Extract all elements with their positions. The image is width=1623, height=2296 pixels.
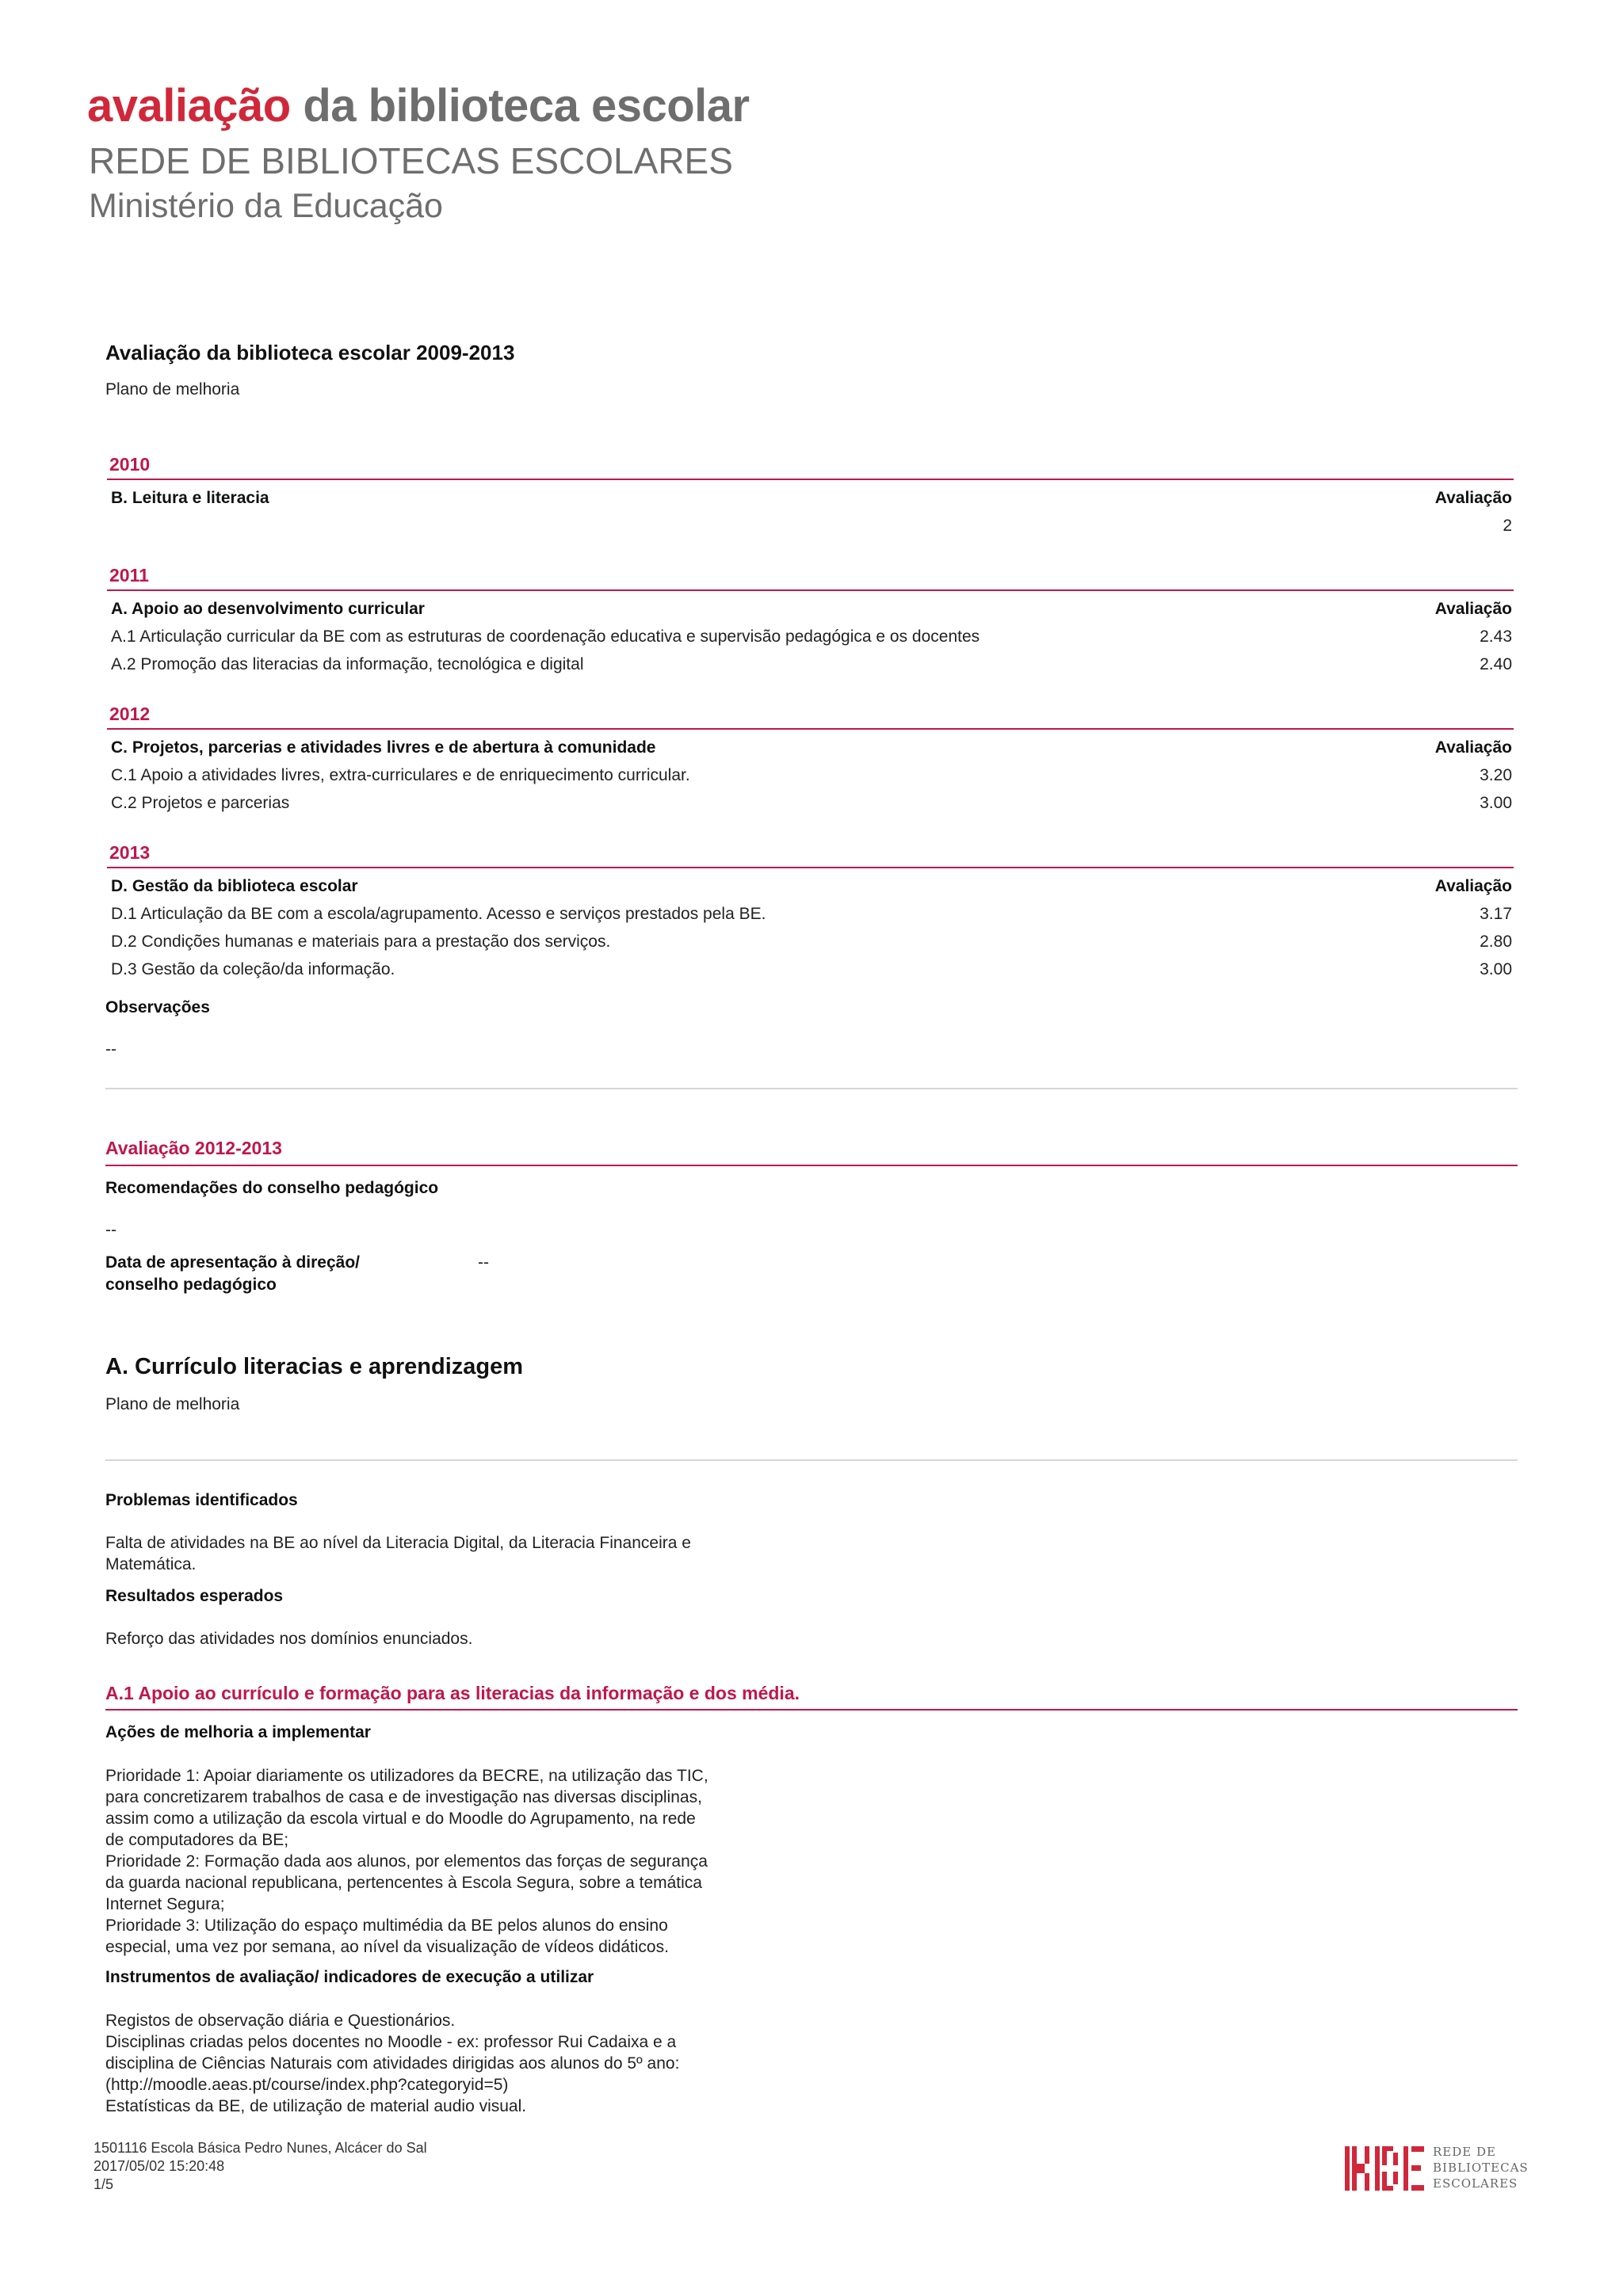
indicator-label: D.2 Condições humanas e materiais para a prestação dos serviços. bbox=[111, 933, 611, 951]
text-line: Disciplinas criadas pelos docentes no Moodle - ex: professor Rui Cadaixa e a bbox=[105, 2033, 677, 2051]
section-divider bbox=[105, 1088, 1518, 1089]
text-line: Prioridade 3: Utilização do espaço multimédia da BE pelos alunos do ensino bbox=[105, 1917, 668, 1935]
year-divider bbox=[107, 867, 1514, 868]
year-heading: 2011 bbox=[109, 565, 149, 585]
instruments-text bbox=[105, 2010, 787, 2117]
text-line: para concretizarem trabalhos de casa e de investigação nas diversas disciplinas, bbox=[105, 1788, 702, 1806]
indicator-label: C.2 Projetos e parcerias bbox=[111, 794, 290, 812]
text-line: da guarda nacional republicana, pertencentes à Escola Segura, sobre a temática bbox=[105, 1874, 702, 1892]
indicator-value: 2.80 bbox=[1480, 933, 1512, 951]
domain-title: D. Gestão da biblioteca escolar bbox=[111, 877, 358, 895]
year-divider bbox=[107, 589, 1514, 591]
actions-text bbox=[105, 1765, 787, 1958]
logo-text-line: ESCOLARES bbox=[1433, 2176, 1518, 2191]
subsection-divider bbox=[105, 1709, 1518, 1711]
indicator-value: 3.17 bbox=[1480, 905, 1512, 923]
rbe-logo-icon bbox=[1345, 2146, 1424, 2191]
brand-ministry: Ministério da Educação bbox=[89, 187, 443, 225]
year-heading: 2010 bbox=[109, 454, 151, 475]
recommendations-label: Recomendações do conselho pedagógico bbox=[105, 1179, 439, 1197]
indicator-label: D.1 Articulação da BE com a escola/agrupamento. Acesso e serviços prestados pela BE. bbox=[111, 905, 766, 923]
section-divider bbox=[105, 1459, 1518, 1461]
problems-text bbox=[105, 1532, 787, 1575]
indicator-value: 2.43 bbox=[1480, 627, 1512, 646]
evaluation-divider bbox=[105, 1165, 1518, 1166]
text-line: Estatísticas da BE, de utilização de material audio visual. bbox=[105, 2097, 527, 2115]
indicator-value: 3.00 bbox=[1480, 794, 1512, 812]
text-line: Prioridade 1: Apoiar diariamente os utilizadores da BECRE, na utilização das TIC, bbox=[105, 1767, 708, 1785]
section-subtitle: Plano de melhoria bbox=[105, 1395, 240, 1413]
section-heading: A. Currículo literacias e aprendizagem bbox=[105, 1354, 524, 1379]
results-label: Resultados esperados bbox=[105, 1587, 284, 1605]
score-value: 2 bbox=[1503, 517, 1512, 535]
indicator-label: A.1 Articulação curricular da BE com as estruturas de coordenação educativa e supervisão pedagógica e os docentes bbox=[111, 627, 980, 646]
instruments-label: Instrumentos de avaliação/ indicadores de execução a utilizar bbox=[105, 1968, 594, 1986]
text-line: Prioridade 2: Formação dada aos alunos, por elementos das forças de segurança bbox=[105, 1852, 708, 1871]
text-line: de computadores da BE; bbox=[105, 1831, 289, 1849]
domain-title: B. Leitura e literacia bbox=[111, 489, 269, 507]
text-line: Registos de observação diária e Questionários. bbox=[105, 2012, 456, 2030]
score-label: Avaliação bbox=[1434, 877, 1512, 895]
presentation-date-label-line: conselho pedagógico bbox=[105, 1276, 277, 1294]
text-line: Internet Segura; bbox=[105, 1895, 225, 1913]
footer-timestamp: 2017/05/02 15:20:48 bbox=[94, 2158, 225, 2174]
subsection-heading: A.1 Apoio ao currículo e formação para as literacias da informação e dos média. bbox=[105, 1683, 800, 1703]
footer-school: 1501116 Escola Básica Pedro Nunes, Alcácer do Sal bbox=[94, 2140, 427, 2156]
rbe-logo-text bbox=[1433, 2144, 1529, 2191]
domain-title: C. Projetos, parcerias e atividades livres e de abertura à comunidade bbox=[111, 738, 656, 757]
text-line: assim como a utilização da escola virtual e do Moodle do Agrupamento, na rede bbox=[105, 1810, 696, 1828]
brand-title-grey: da biblioteca escolar bbox=[290, 80, 750, 132]
year-divider bbox=[107, 479, 1514, 480]
observations-label: Observações bbox=[105, 998, 210, 1016]
indicator-label: D.3 Gestão da coleção/da informação. bbox=[111, 960, 395, 978]
indicator-value: 3.00 bbox=[1480, 960, 1512, 978]
evaluation-heading: Avaliação 2012-2013 bbox=[105, 1138, 282, 1158]
indicator-value: 2.40 bbox=[1480, 655, 1512, 673]
observations-value: -- bbox=[105, 1040, 116, 1058]
rbe-logo-mark bbox=[1345, 2146, 1424, 2191]
presentation-date-label bbox=[105, 1253, 360, 1295]
brand-network: REDE DE BIBLIOTECAS ESCOLARES bbox=[89, 140, 733, 181]
text-line: Falta de atividades na BE ao nível da Literacia Digital, da Literacia Financeira e bbox=[105, 1534, 691, 1552]
logo-text-line: REDE DE bbox=[1433, 2145, 1496, 2159]
year-heading: 2013 bbox=[109, 842, 151, 863]
indicator-label: C.1 Apoio a atividades livres, extra-curriculares e de enriquecimento curricular. bbox=[111, 766, 690, 784]
text-line: (http://moodle.aeas.pt/course/index.php?categoryid=5) bbox=[105, 2076, 509, 2094]
year-divider bbox=[107, 728, 1514, 730]
logo-text-line: BIBLIOTECAS bbox=[1433, 2161, 1529, 2175]
text-line: disciplina de Ciências Naturais com atividades dirigidas aos alunos do 5º ano: bbox=[105, 2054, 680, 2073]
page-title: Avaliação da biblioteca escolar 2009-2013 bbox=[105, 341, 515, 364]
brand-title-red: avaliação bbox=[87, 80, 291, 132]
domain-title: A. Apoio ao desenvolvimento curricular bbox=[111, 600, 425, 618]
indicator-label: A.2 Promoção das literacias da informação, tecnológica e digital bbox=[111, 655, 584, 673]
presentation-date-value: -- bbox=[478, 1253, 489, 1272]
score-label: Avaliação bbox=[1434, 738, 1512, 757]
page-subtitle: Plano de melhoria bbox=[105, 380, 240, 399]
text-line: Matemática. bbox=[105, 1555, 197, 1573]
footer-info bbox=[94, 2139, 427, 2194]
recommendations-value: -- bbox=[105, 1221, 116, 1239]
footer-page-number: 1/5 bbox=[94, 2176, 114, 2192]
year-heading: 2012 bbox=[109, 704, 151, 724]
brand-title bbox=[87, 79, 750, 132]
results-text: Reforço das atividades nos domínios enunciados. bbox=[105, 1630, 473, 1648]
text-line: especial, uma vez por semana, ao nível da visualização de vídeos didáticos. bbox=[105, 1938, 669, 1956]
score-label: Avaliação bbox=[1434, 600, 1512, 618]
presentation-date-label-line: Data de apresentação à direção/ bbox=[105, 1253, 360, 1272]
actions-label: Ações de melhoria a implementar bbox=[105, 1723, 371, 1741]
indicator-value: 3.20 bbox=[1480, 766, 1512, 784]
problems-label: Problemas identificados bbox=[105, 1491, 298, 1509]
score-label: Avaliação bbox=[1434, 489, 1512, 507]
